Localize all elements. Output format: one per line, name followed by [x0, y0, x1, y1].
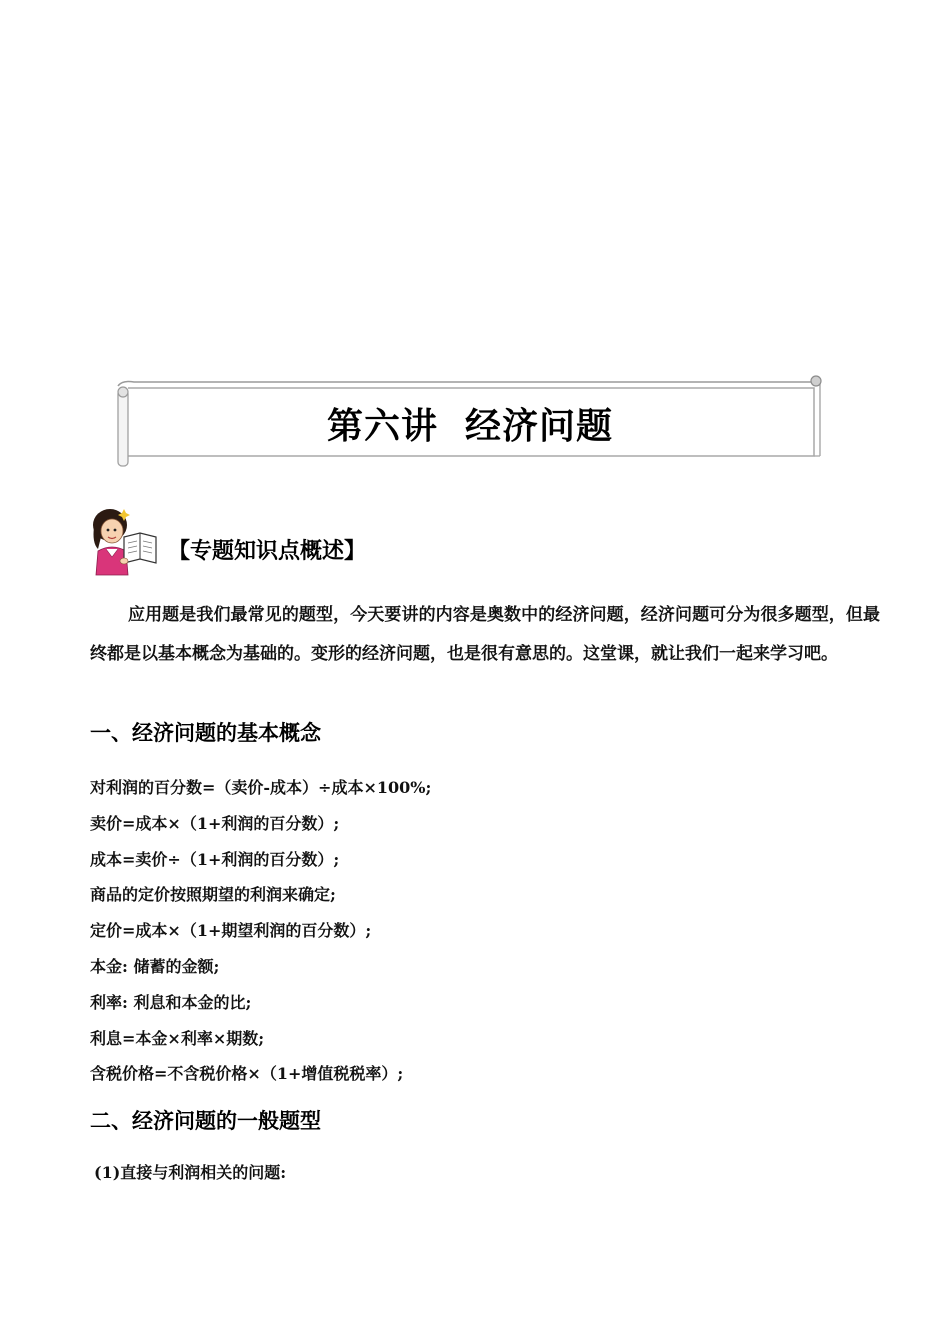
subsection-item: (1)直接与利润相关的问题: [94, 1163, 287, 1182]
formula-line: 对利润的百分数=（卖价-成本）÷成本×100%; [90, 778, 432, 797]
page-title: 第六讲 经济问题 [326, 406, 614, 447]
formula-line: 含税价格=不含税价格×（1+增值税税率）; [90, 1064, 404, 1084]
intro-paragraph: 应用题是我们最常见的题型，今天要讲的内容是奥数中的经济问题，经济问题可分为很多题型，但最终都是以基本概念为基础的。变形的经济问题，也是很有意思的。这堂课，就让我们一起来学习吧。 [90, 605, 880, 664]
formula-list [90, 770, 431, 1092]
formula-line: 利息=本金×利率×期数; [90, 1028, 265, 1048]
section2-title: 二、经济问题的一般题型 [90, 1109, 321, 1133]
formula-line: 商品的定价按照期望的利润来确定; [90, 885, 336, 905]
formula-line: 利率: 利息和本金的比; [90, 992, 252, 1012]
formula-line: 本金: 储蓄的金额; [90, 956, 220, 976]
formula-line: 成本=卖价÷（1+利润的百分数）; [90, 849, 340, 869]
formula-line: 定价=成本×（1+期望利润的百分数）; [90, 921, 372, 941]
section1-title: 一、经济问题的基本概念 [90, 721, 321, 745]
formula-line: 卖价=成本×（1+利润的百分数）; [90, 813, 340, 833]
title-banner [114, 372, 826, 472]
section-heading: 【专题知识点概述】 [168, 538, 367, 564]
girl-reading-book-icon [84, 503, 160, 579]
